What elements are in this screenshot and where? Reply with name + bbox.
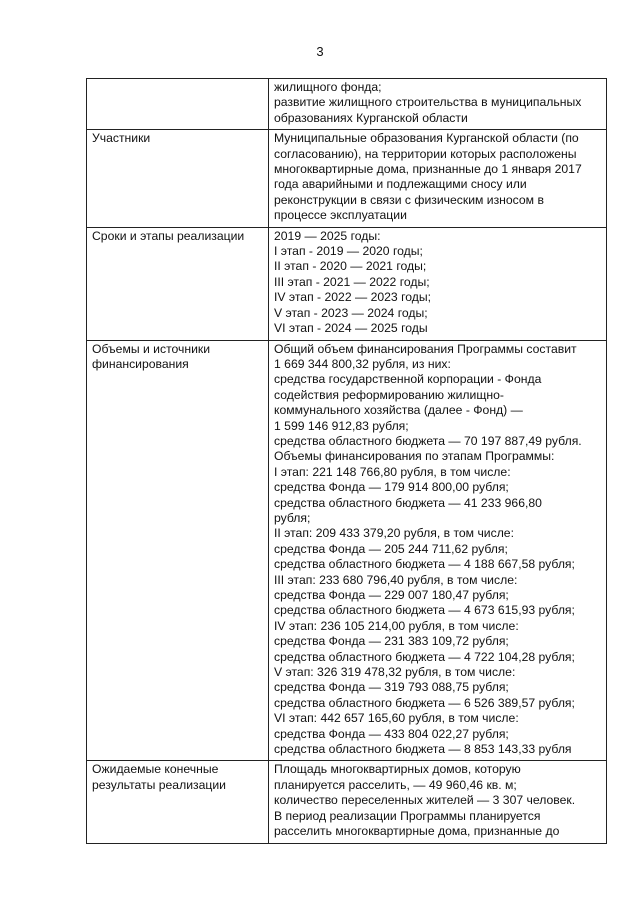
- page-number: 3: [316, 44, 324, 59]
- content-line: развитие жилищного строительства в муниципальных: [274, 95, 582, 110]
- content-line: Общий объем финансирования Программы составит: [274, 341, 577, 356]
- content-line: согласованию), на территории которых расположены: [274, 146, 577, 161]
- content-line: коммунального хозяйства (далее - Фонд) —: [274, 403, 523, 418]
- content-line: 1 669 344 800,32 рубля, из них:: [274, 356, 451, 371]
- row-content-cell: [269, 130, 607, 227]
- content-line: IV этап - 2022 — 2023 годы;: [274, 290, 432, 305]
- content-line: средства Фонда — 179 914 800,00 рубля;: [274, 480, 509, 495]
- content-line: средства Фонда — 205 244 711,62 рубля;: [274, 541, 508, 556]
- content-line: реконструкции в связи с физическим износом в: [274, 192, 544, 207]
- content-line: Муниципальные образования Курганской области (по: [274, 131, 579, 146]
- table-body: [87, 79, 607, 844]
- content-line: процессе эксплуатации: [274, 208, 407, 223]
- row-label-cell: [87, 227, 269, 340]
- content-line: планируется расселить, — 49 960,46 кв. м;: [274, 777, 517, 792]
- row-label-cell: [87, 130, 269, 227]
- row-content-cell: [269, 340, 607, 761]
- content-line: расселить многоквартирные дома, признанные до: [274, 824, 560, 839]
- row-content-cell: [269, 227, 607, 340]
- label-line: Сроки и этапы реализации: [92, 228, 245, 243]
- content-line: многоквартирные дома, признанные до 1 января 2017: [274, 162, 582, 177]
- content-line: рубля;: [274, 510, 311, 525]
- content-line: средства Фонда — 231 383 109,72 рубля;: [274, 634, 509, 649]
- label-line: Ожидаемые конечные: [92, 762, 219, 777]
- content-line: года аварийными и подлежащими сносу или: [274, 177, 527, 192]
- content-line: средства областного бюджета — 6 526 389,57 рубля;: [274, 695, 575, 710]
- content-line: средства областного бюджета — 8 853 143,33 рубля: [274, 742, 572, 757]
- content-line: III этап - 2021 — 2022 годы;: [274, 274, 430, 289]
- content-line: 2019 — 2025 годы:: [274, 228, 381, 243]
- content-line: IV этап: 236 105 214,00 рубля, в том числе:: [274, 618, 519, 633]
- program-passport-table: [86, 78, 607, 844]
- row-label-cell: [87, 340, 269, 761]
- label-line: финансирования: [92, 356, 189, 371]
- table-row: [87, 130, 607, 227]
- table-row: [87, 761, 607, 843]
- table-row: [87, 79, 607, 130]
- content-line: V этап - 2023 — 2024 годы;: [274, 305, 428, 320]
- content-line: 1 599 146 912,83 рубля;: [274, 418, 409, 433]
- content-line: количество переселенных жителей — 3 307 человек.: [274, 793, 576, 808]
- content-line: средства Фонда — 433 804 022,27 рубля;: [274, 726, 509, 741]
- content-line: III этап: 233 680 796,40 рубля, в том числе:: [274, 572, 518, 587]
- content-line: V этап: 326 319 478,32 рубля, в том числе:: [274, 665, 516, 680]
- content-line: II этап: 209 433 379,20 рубля, в том числе:: [274, 526, 514, 541]
- content-line: средства областного бюджета — 4 188 667,58 рубля;: [274, 557, 575, 572]
- content-line: образованиях Курганской области: [274, 110, 468, 125]
- content-line: VI этап: 442 657 165,60 рубля, в том числе:: [274, 711, 519, 726]
- content-line: жилищного фонда;: [274, 80, 382, 94]
- content-line: средства областного бюджета — 4 722 104,28 рубля;: [274, 649, 575, 664]
- content-line: содействия реформированию жилищно-: [274, 387, 504, 402]
- content-line: VI этап - 2024 — 2025 годы: [274, 321, 428, 336]
- content-line: средства областного бюджета — 70 197 887,49 рубля.: [274, 433, 582, 448]
- label-line: Участники: [92, 131, 151, 146]
- content-line: I этап - 2019 — 2020 годы;: [274, 244, 423, 259]
- table-row: [87, 340, 607, 761]
- content-line: средства областного бюджета — 41 233 966,80: [274, 495, 542, 510]
- row-label-cell: [87, 761, 269, 843]
- content-line: I этап: 221 148 766,80 рубля, в том числе:: [274, 464, 511, 479]
- row-content-cell: [269, 761, 607, 843]
- row-label-cell: [87, 79, 269, 130]
- label-line: результаты реализации: [92, 777, 226, 792]
- label-line: Объемы и источники: [92, 341, 211, 356]
- content-line: средства областного бюджета — 4 673 615,93 рубля;: [274, 603, 575, 618]
- content-line: средства Фонда — 319 793 088,75 рубля;: [274, 680, 509, 695]
- table-row: [87, 227, 607, 340]
- content-line: средства Фонда — 229 007 180,47 рубля;: [274, 588, 509, 602]
- content-line: В период реализации Программы планируется: [274, 808, 541, 823]
- row-content-cell: [269, 79, 607, 130]
- content-line: II этап - 2020 — 2021 годы;: [274, 259, 427, 274]
- content-line: Площадь многоквартирных домов, которую: [274, 762, 521, 777]
- content-line: Объемы финансирования по этапам Программы:: [274, 449, 555, 464]
- content-line: средства государственной корпорации - Фонда: [274, 372, 542, 387]
